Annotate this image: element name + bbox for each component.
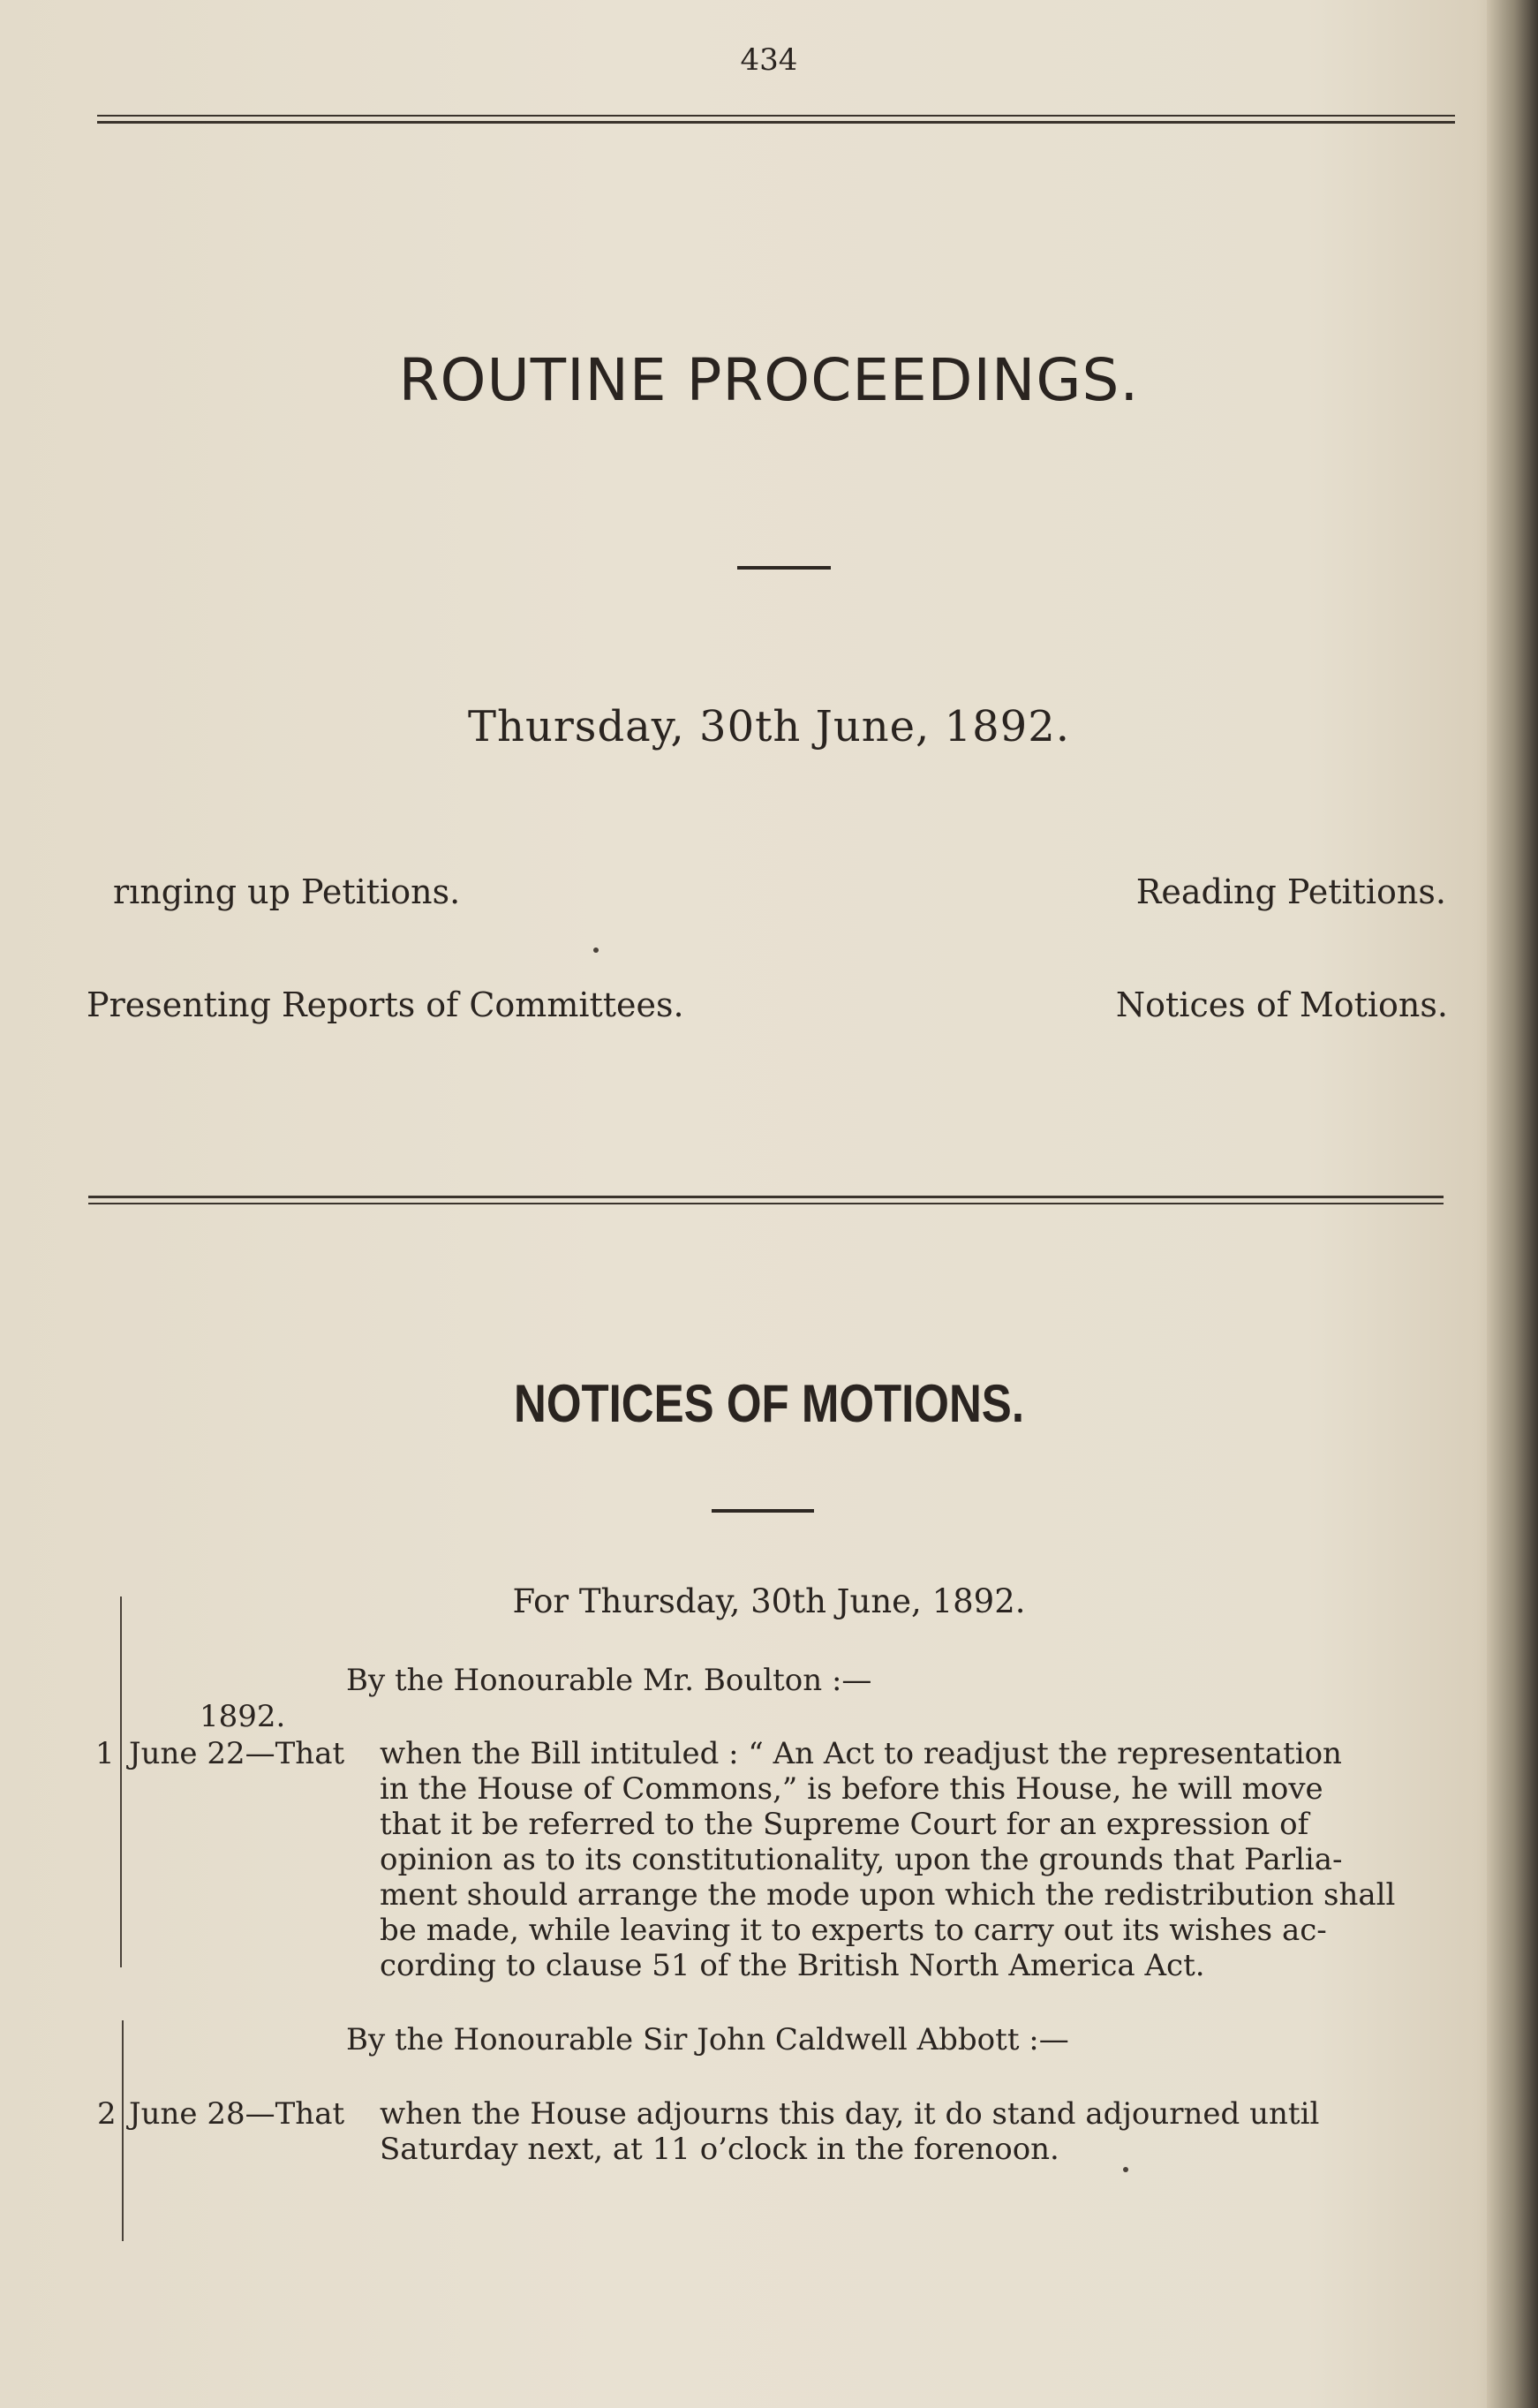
motion-1-line: cording to clause 51 of the British North America Act.	[380, 1948, 1205, 1983]
motion-1-mover: By the Honourable Mr. Boulton :—	[346, 1663, 872, 1698]
routine-item-notices-of-motions: Notices of Motions.	[1115, 985, 1448, 1024]
sitting-date: Thursday, 30th June, 1892.	[468, 702, 1070, 751]
section-rule-bottom	[88, 1203, 1444, 1204]
motion-1-line: be made, while leaving it to experts to carry out its wishes ac-	[380, 1913, 1327, 1948]
notices-divider	[712, 1509, 814, 1513]
routine-item-bringing-petitions: rınging up Petitions.	[113, 872, 461, 911]
ink-speck	[1123, 2167, 1128, 2172]
notices-title: NOTICES OF MOTIONS.	[513, 1374, 1024, 1433]
page-number: 434	[740, 42, 798, 78]
motion-1-line: in the House of Commons,” is before this House, he will move	[380, 1771, 1323, 1807]
section-title: ROUTINE PROCEEDINGS.	[398, 346, 1140, 414]
motion-2-line: Saturday next, at 11 o’clock in the forenoon.	[380, 2132, 1059, 2167]
header-rule-top	[97, 115, 1455, 117]
motion-1-line: ment should arrange the mode upon which the redistribution shall	[380, 1877, 1396, 1913]
routine-item-reading-petitions: Reading Petitions.	[1135, 872, 1446, 911]
margin-line-motion-2	[122, 2020, 124, 2241]
year-label: 1892.	[200, 1699, 286, 1734]
margin-line-motion-1	[120, 1597, 122, 1967]
motion-1-line: when the Bill intituled : “ An Act to readjust the representation	[380, 1736, 1342, 1771]
routine-item-presenting-reports: Presenting Reports of Committees.	[87, 985, 684, 1024]
title-divider	[737, 566, 831, 570]
motion-1-line: that it be referred to the Supreme Court for an expression of	[380, 1807, 1309, 1842]
motion-1-number: 1	[95, 1736, 115, 1771]
motion-2-number: 2	[97, 2096, 117, 2132]
section-rule-top	[88, 1196, 1444, 1198]
for-date: For Thursday, 30th June, 1892.	[512, 1582, 1026, 1620]
motion-2-mover: By the Honourable Sir John Caldwell Abbott :—	[346, 2022, 1069, 2057]
motion-1-line: opinion as to its constitutionality, upon the grounds that Parlia-	[380, 1842, 1343, 1877]
ink-speck	[593, 947, 599, 953]
motion-1-date: June 22—That	[129, 1736, 345, 1771]
header-rule-bottom	[97, 121, 1455, 124]
motion-2-line: when the House adjourns this day, it do stand adjourned until	[380, 2096, 1320, 2132]
motion-2-date: June 28—That	[129, 2096, 345, 2132]
